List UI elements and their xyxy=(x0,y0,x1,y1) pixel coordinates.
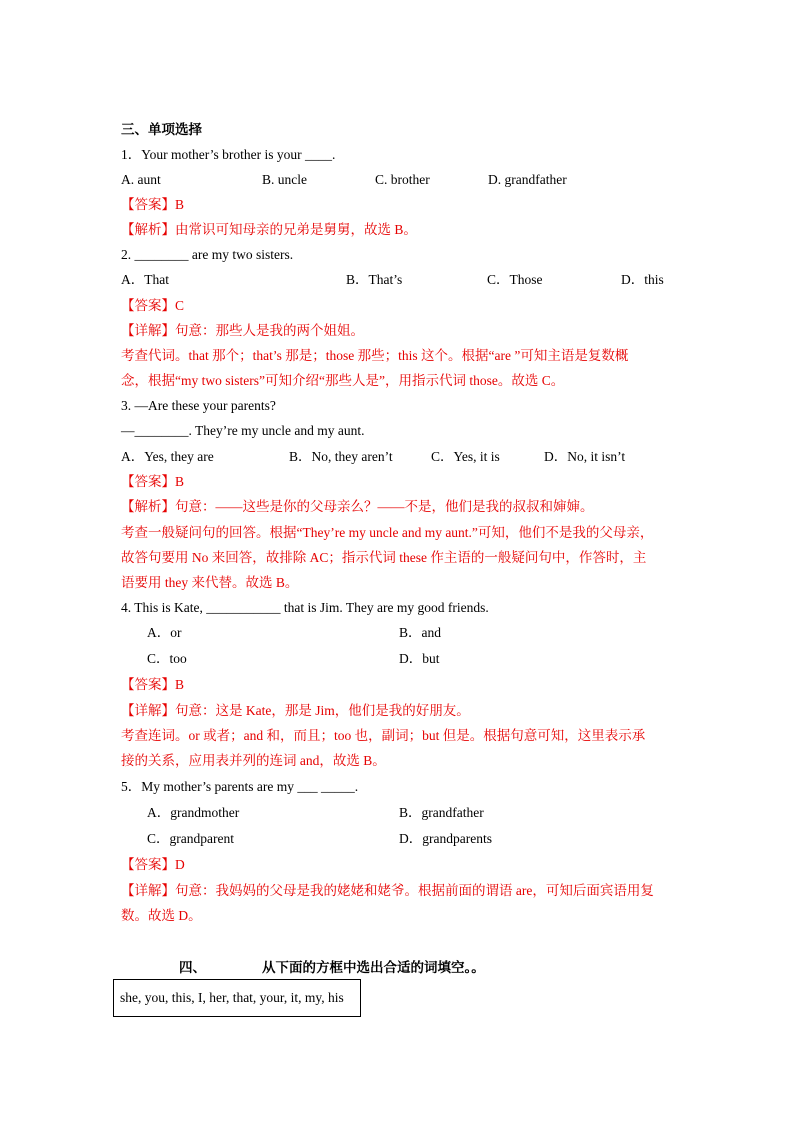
option-d: D．but xyxy=(399,651,440,666)
answer-label: 【答案】B xyxy=(121,197,185,212)
option-b: B．That’s xyxy=(346,272,403,287)
section-title: 三、单项选择 xyxy=(121,122,202,137)
analysis-text: 念，根据“my two sisters”可知介绍“那些人是”，用指示代词 those。故选 C。 xyxy=(121,373,565,388)
analysis-text: 【解析】由常识可知母亲的兄弟是舅舅，故选 B。 xyxy=(121,222,417,237)
question-stem: 2. ________ are my two sisters. xyxy=(121,247,294,262)
answer-label: 【答案】C xyxy=(121,298,185,313)
answer-label: 【答案】B xyxy=(121,474,185,489)
option-c: C．Those xyxy=(487,272,543,287)
answer-label: 【答案】D xyxy=(121,857,185,872)
answer-label: 【答案】B xyxy=(121,677,185,692)
option-a: A．Yes, they are xyxy=(121,449,214,464)
analysis-text: 【详解】句意：这是 Kate，那是 Jim，他们是我的好朋友。 xyxy=(121,703,470,718)
question-stem: 5．My mother’s parents are my ___ _____. xyxy=(121,779,359,794)
question-stem: —________. They’re my uncle and my aunt. xyxy=(121,423,365,438)
option-c: C．grandparent xyxy=(147,831,234,846)
option-a: A. aunt xyxy=(121,172,161,187)
analysis-text: 考查代词。that 那个；that’s 那是；those 那些；this 这个。根据“are ”可知主语是复数概 xyxy=(121,348,629,363)
option-b: B．and xyxy=(399,625,441,640)
option-c: C．Yes, it is xyxy=(431,449,500,464)
option-d: D．No, it isn’t xyxy=(544,449,626,464)
analysis-text: 考查连词。or 或者；and 和，而且；too 也，副词；but 但是。根据句意可知，这里表示承 xyxy=(121,728,646,743)
option-b: B. uncle xyxy=(262,172,307,187)
word-box-text: she, you, this, I, her, that, your, it, my, his xyxy=(120,990,344,1005)
analysis-text: 【解析】句意：——这些是你的父母亲么？——不是，他们是我的叔叔和婶婶。 xyxy=(121,499,594,514)
option-b: B．No, they aren’t xyxy=(289,449,393,464)
option-b: B．grandfather xyxy=(399,805,484,820)
analysis-text: 【详解】句意：那些人是我的两个姐姐。 xyxy=(121,323,364,338)
option-d: D．grandparents xyxy=(399,831,492,846)
option-d: D．this xyxy=(621,272,664,287)
analysis-text: 【详解】句意：我妈妈的父母是我的姥姥和姥爷。根据前面的谓语 are，可知后面宾语用复 xyxy=(121,883,654,898)
option-a: A．That xyxy=(121,272,169,287)
question-stem: 3. —Are these your parents? xyxy=(121,398,276,413)
analysis-text: 接的关系，应用表并列的连词 and，故选 B。 xyxy=(121,753,386,768)
option-d: D. grandfather xyxy=(488,172,567,187)
question-stem: 4. This is Kate, ___________ that is Jim. They are my good friends. xyxy=(121,600,489,615)
option-a: A．or xyxy=(147,625,182,640)
option-a: A．grandmother xyxy=(147,805,240,820)
word-box xyxy=(113,979,361,1017)
analysis-text: 考查一般疑问句的回答。根据“They’re my uncle and my aunt.”可知，他们不是我的父母亲， xyxy=(121,525,654,540)
section-title: 从下面的方框中选出合适的词填空。。 xyxy=(262,960,485,975)
question-stem: 1．Your mother’s brother is your ____. xyxy=(121,147,336,162)
analysis-text: 数。故选 D。 xyxy=(121,908,202,923)
analysis-text: 故答句要用 No 来回答，故排除 AC；指示代词 these 作主语的一般疑问句中，作答时，主 xyxy=(121,550,647,565)
option-c: C．too xyxy=(147,651,187,666)
analysis-text: 语要用 they 来代替。故选 B。 xyxy=(121,575,299,590)
option-c: C. brother xyxy=(375,172,430,187)
section-number: 四、 xyxy=(179,960,206,975)
